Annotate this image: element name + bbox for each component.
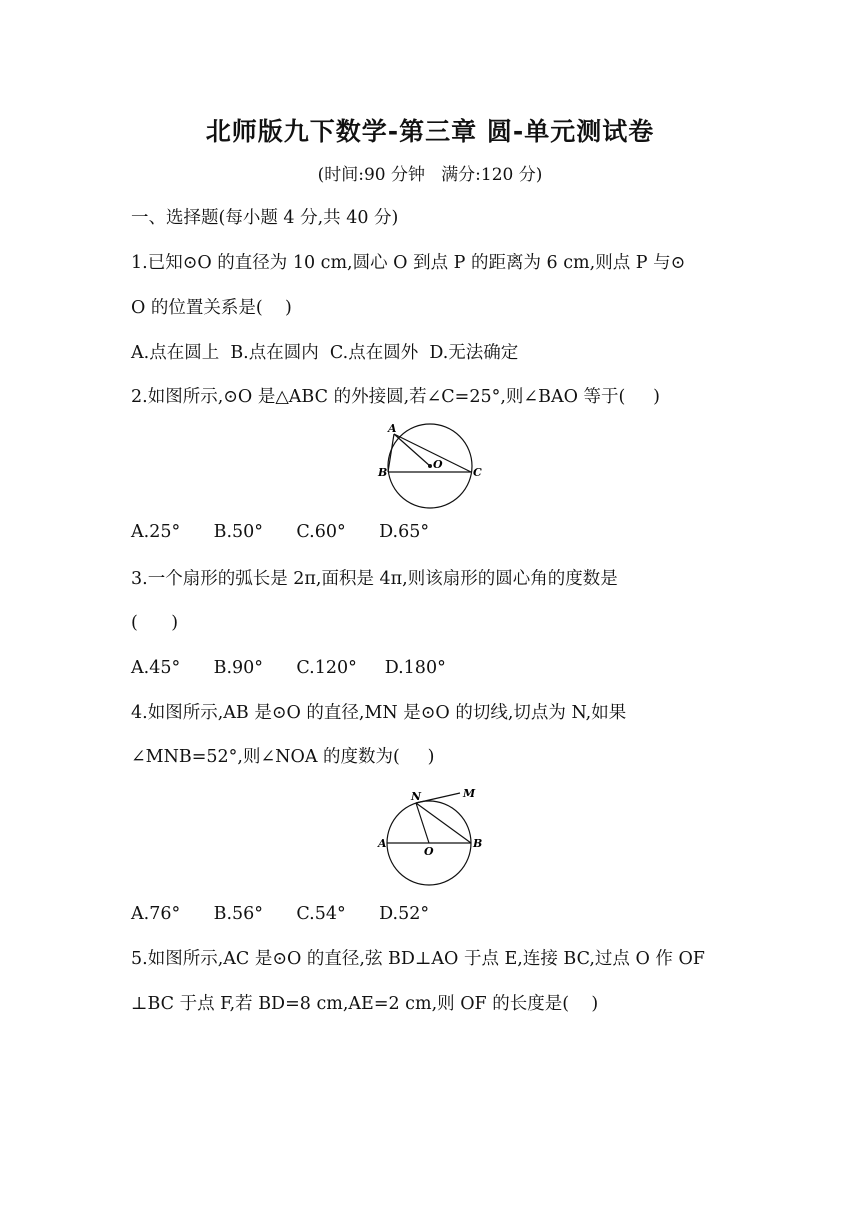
q4-stem-line2: ∠MNB=52°,则∠NOA 的度数为( )	[131, 747, 435, 767]
q2-label-o: O	[433, 458, 443, 471]
q3-stem-line2: ( )	[131, 613, 179, 633]
q5-stem-line2: ⊥BC 于点 F,若 BD=8 cm,AE=2 cm,则 OF 的长度是( )	[131, 994, 599, 1014]
q4-label-o: O	[424, 845, 434, 858]
q4-stem-line1: 4.如图所示,AB 是⊙O 的直径,MN 是⊙O 的切线,切点为 N,如果	[131, 703, 627, 723]
q4-circle-figure	[372, 785, 492, 890]
q2-center-dot	[428, 464, 432, 468]
q1-options: A.点在圆上 B.点在圆内 C.点在圆外 D.无法确定	[131, 343, 519, 363]
q2-circle-figure	[372, 420, 492, 510]
q3-stem-line1: 3.一个扇形的弧长是 2π,面积是 4π,则该扇形的圆心角的度数是	[131, 569, 618, 589]
q4-label-n: N	[411, 790, 422, 803]
q2-label-c: C	[473, 466, 482, 479]
q3-options: A.45° B.90° C.120° D.180°	[131, 658, 446, 678]
q4-label-m: M	[463, 787, 476, 800]
q1-stem-line2: O 的位置关系是( )	[131, 298, 292, 318]
section-heading: 一、选择题(每小题 4 分,共 40 分)	[131, 208, 399, 228]
q2-chord-ab	[388, 434, 394, 472]
page-title: 北师版九下数学-第三章 圆-单元测试卷	[205, 117, 655, 146]
q2-label-a: A	[388, 422, 397, 435]
q2-label-b: B	[378, 466, 388, 479]
q4-label-a: A	[378, 837, 387, 850]
exam-info: (时间:90 分钟 满分:120 分)	[317, 165, 543, 185]
q1-stem-line1: 1.已知⊙O 的直径为 10 cm,圆心 O 到点 P 的距离为 6 cm,则点 P 与⊙	[131, 253, 686, 273]
q2-stem: 2.如图所示,⊙O 是△ABC 的外接圆,若∠C=25°,则∠BAO 等于( )	[131, 387, 660, 407]
q4-label-b: B	[473, 837, 483, 850]
q2-options: A.25° B.50° C.60° D.65°	[131, 522, 430, 542]
q5-stem-line1: 5.如图所示,AC 是⊙O 的直径,弦 BD⊥AO 于点 E,连接 BC,过点 O 作 OF	[131, 949, 705, 969]
q4-segment-no	[416, 803, 429, 843]
q4-options: A.76° B.56° C.54° D.52°	[131, 904, 430, 924]
q4-segment-nb	[416, 803, 471, 843]
q2-segment-ao	[394, 434, 430, 466]
